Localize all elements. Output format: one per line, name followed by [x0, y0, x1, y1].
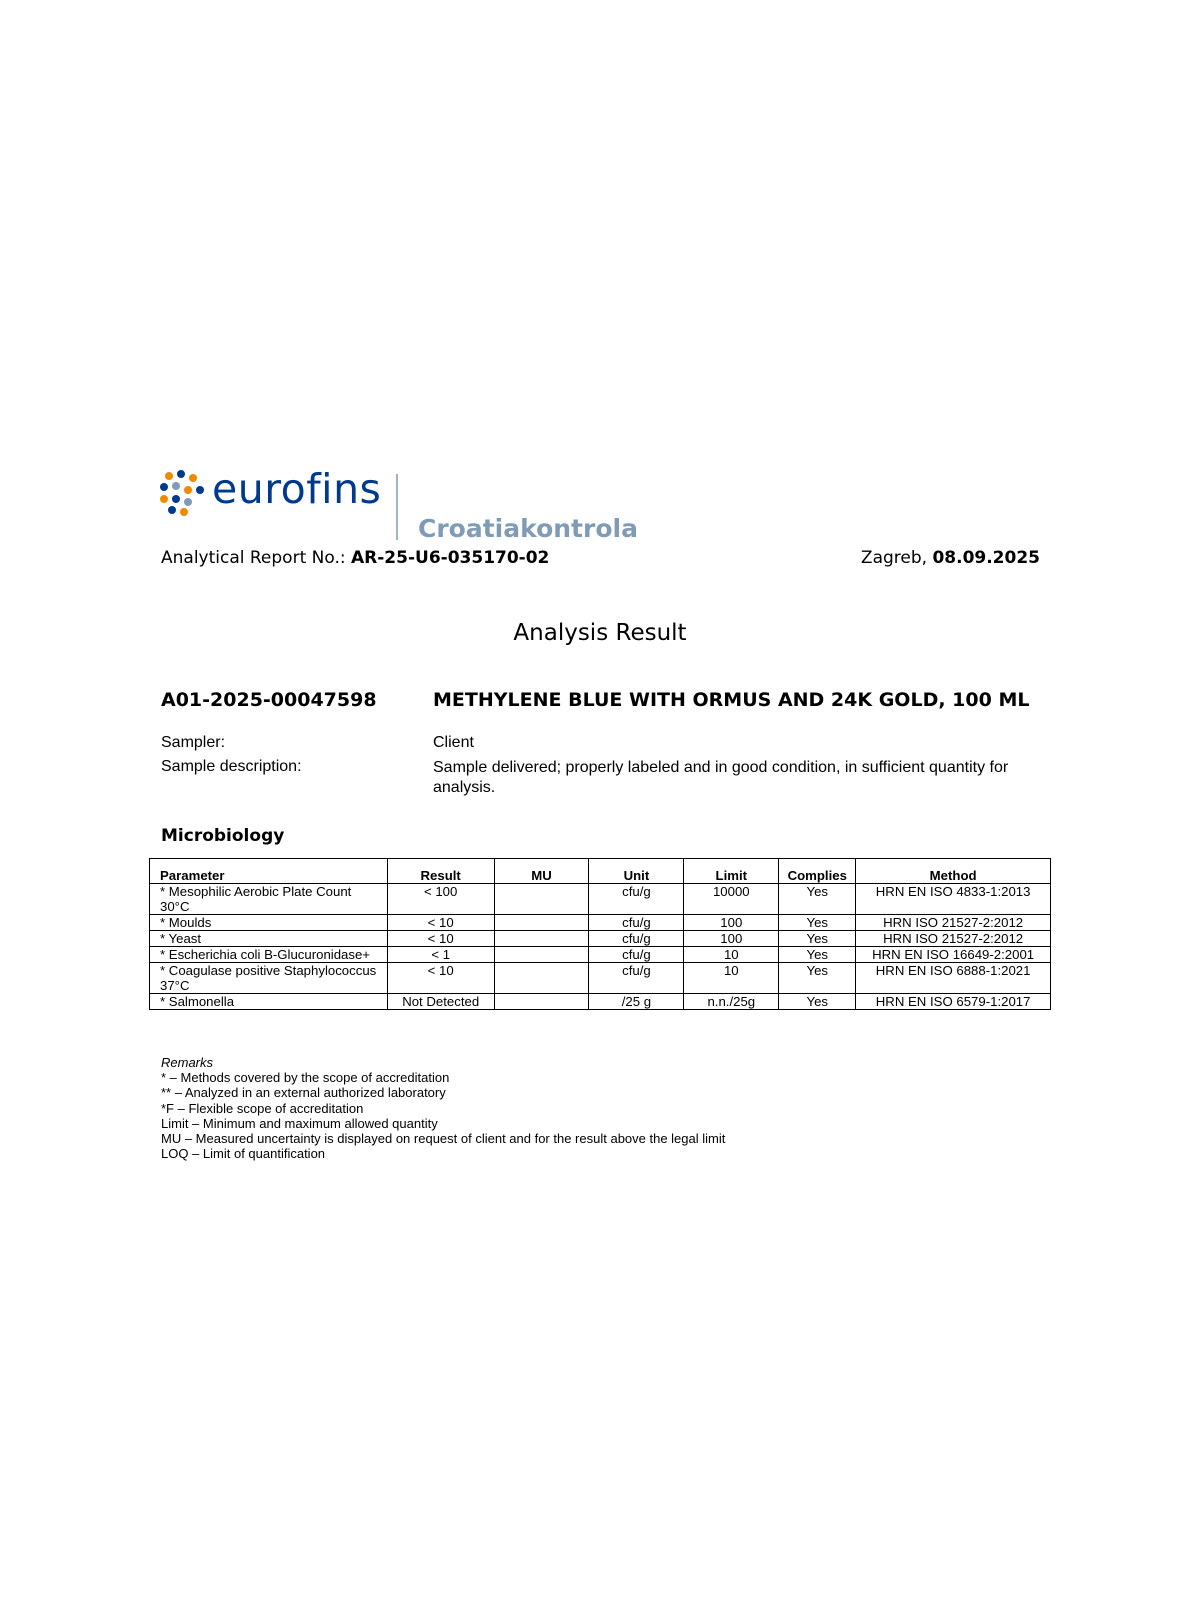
report-date-line: [861, 548, 1040, 568]
cell-result: < 1: [387, 947, 494, 963]
remarks-line: *F – Flexible scope of accreditation: [161, 1100, 364, 1116]
section-title: Microbiology: [161, 826, 285, 846]
cell-limit: 10: [684, 963, 779, 994]
cell-result: < 10: [387, 963, 494, 994]
cell-method: HRN EN ISO 4833-1:2013: [856, 884, 1051, 915]
remarks-line: * – Methods covered by the scope of accreditation: [161, 1070, 450, 1086]
table-row: [150, 994, 1051, 1010]
cell-complies: Yes: [779, 963, 856, 994]
results-table: [149, 858, 1051, 1010]
cell-unit: /25 g: [589, 994, 684, 1010]
cell-unit: cfu/g: [589, 963, 684, 994]
cell-limit: 10: [684, 947, 779, 963]
table-row: [150, 915, 1051, 931]
sampler-label: Sampler:: [161, 734, 226, 751]
table-row: [150, 884, 1051, 915]
header-mu: MU: [494, 859, 589, 884]
logo-sub-brand: Croatiakontrola: [418, 514, 638, 543]
cell-unit: cfu/g: [589, 947, 684, 963]
header-unit: Unit: [589, 859, 684, 884]
header-complies: Complies: [779, 859, 856, 884]
cell-result: < 100: [387, 884, 494, 915]
cell-parameter: * Mesophilic Aerobic Plate Count 30°C: [150, 884, 388, 915]
cell-method: HRN EN ISO 6888-1:2021: [856, 963, 1051, 994]
report-place: Zagreb,: [860, 548, 928, 568]
remarks-line: LOQ – Limit of quantification: [161, 1146, 326, 1162]
table-row: [150, 963, 1051, 994]
report-number: AR-25-U6-035170-02: [351, 548, 550, 568]
cell-mu: [494, 884, 589, 915]
cell-parameter: * Salmonella: [150, 994, 388, 1010]
table-row: [150, 947, 1051, 963]
cell-result: Not Detected: [387, 994, 494, 1010]
sample-description-label: Sample description:: [161, 758, 302, 775]
cell-mu: [494, 931, 589, 947]
report-date: 08.09.2025: [932, 548, 1040, 568]
cell-unit: cfu/g: [589, 931, 684, 947]
cell-result: < 10: [387, 915, 494, 931]
report-number-label: Analytical Report No.:: [161, 548, 346, 568]
cell-mu: [494, 947, 589, 963]
cell-method: HRN EN ISO 6579-1:2017: [856, 994, 1051, 1010]
header-parameter: Parameter: [150, 859, 388, 884]
cell-unit: cfu/g: [589, 915, 684, 931]
cell-mu: [494, 994, 589, 1010]
cell-parameter: * Escherichia coli B-Glucuronidase+: [150, 947, 388, 963]
header-limit: Limit: [684, 859, 779, 884]
logo-brand: eurofins: [212, 465, 382, 513]
remarks: [161, 1055, 961, 1161]
cell-mu: [494, 963, 589, 994]
cell-method: HRN EN ISO 16649-2:2001: [856, 947, 1051, 963]
remarks-line: ** – Analyzed in an external authorized laboratory: [161, 1085, 446, 1101]
sample-name: METHYLENE BLUE WITH ORMUS AND 24K GOLD, 100 ML: [433, 689, 1030, 711]
cell-parameter: * Yeast: [150, 931, 388, 947]
cell-complies: Yes: [779, 931, 856, 947]
cell-method: HRN ISO 21527-2:2012: [856, 915, 1051, 931]
header-method: Method: [856, 859, 1051, 884]
sample-description: Sample delivered; properly labeled and in good condition, in sufficient quantity for analysis.: [433, 759, 1009, 796]
cell-limit: 10000: [684, 884, 779, 915]
cell-limit: 100: [684, 915, 779, 931]
cell-complies: Yes: [779, 884, 856, 915]
table-header-row: [150, 859, 1051, 884]
cell-limit: n.n./25g: [684, 994, 779, 1010]
header-result: Result: [387, 859, 494, 884]
remarks-title: Remarks: [161, 1055, 214, 1070]
page-title: Analysis Result: [513, 620, 687, 646]
table-row: [150, 931, 1051, 947]
cell-method: HRN ISO 21527-2:2012: [856, 931, 1051, 947]
sample-id: A01-2025-00047598: [161, 689, 377, 711]
cell-mu: [494, 915, 589, 931]
cell-limit: 100: [684, 931, 779, 947]
remarks-line: MU – Measured uncertainty is displayed on request of client and for the result above the legal limit: [161, 1131, 726, 1147]
cell-result: < 10: [387, 931, 494, 947]
eurofins-dots-icon: [160, 470, 206, 516]
eurofins-logo: [160, 465, 638, 550]
cell-complies: Yes: [779, 947, 856, 963]
sampler-value: Client: [433, 734, 474, 751]
cell-complies: Yes: [779, 915, 856, 931]
cell-parameter: * Moulds: [150, 915, 388, 931]
logo-divider: [396, 474, 398, 540]
cell-unit: cfu/g: [589, 884, 684, 915]
cell-parameter: * Coagulase positive Staphylococcus 37°C: [150, 963, 388, 994]
cell-complies: Yes: [779, 994, 856, 1010]
remarks-line: Limit – Minimum and maximum allowed quantity: [161, 1115, 438, 1131]
report-number-line: [161, 548, 549, 568]
